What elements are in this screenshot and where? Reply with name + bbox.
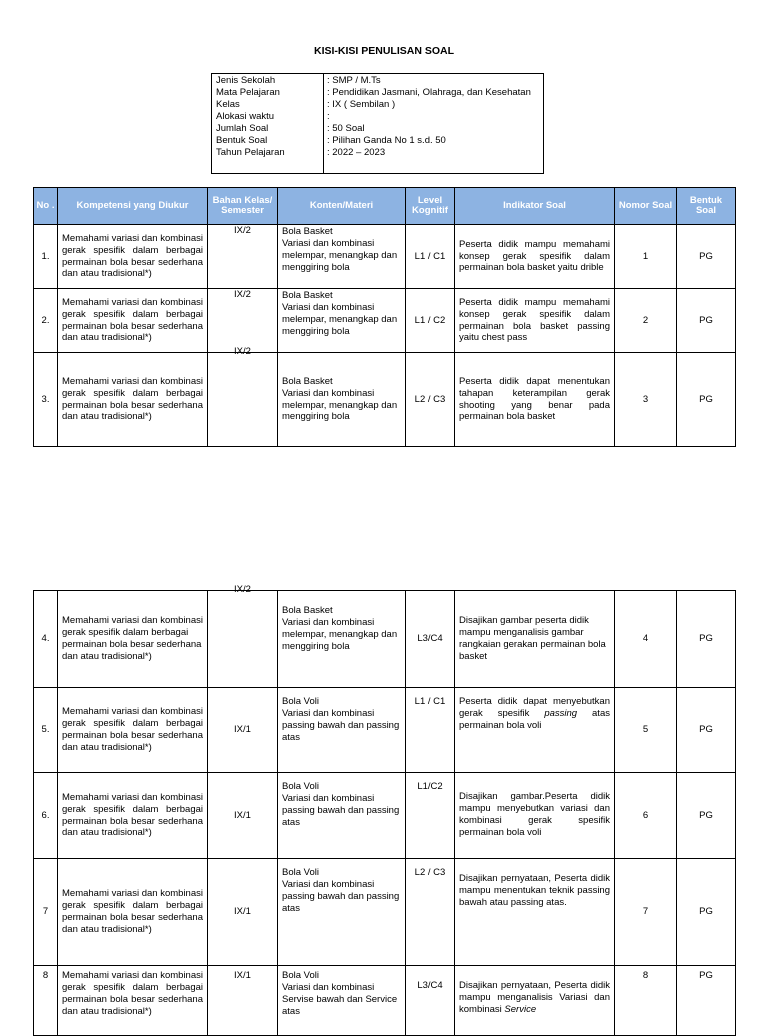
cell-no: 4. — [34, 591, 58, 688]
cell-nomor: 2 — [615, 289, 677, 353]
bahan-text: IX/2 — [234, 584, 251, 595]
kisi-table-page2 — [33, 584, 736, 1036]
cell-konten — [278, 591, 406, 688]
konten-title: Bola Basket — [282, 605, 333, 616]
cell-kompetensi: Memahami variasi dan kombinasi gerak spesifik dalam berbagai permainan bola besar sederhana dan atau tradisional*) — [58, 859, 208, 966]
cell-level: L1 / C1 — [406, 225, 455, 289]
document-title: KISI-KISI PENULISAN SOAL — [313, 45, 454, 57]
cell-kompetensi: Memahami variasi dan kombinasi gerak spesifik dalam berbagai permainan bola besar sederhana dan atau tradisional*) — [58, 773, 208, 859]
indikator-text-end: atas permainan bola voli — [459, 707, 610, 731]
cell-konten — [278, 688, 406, 773]
indikator-emphasis: passing — [544, 707, 578, 719]
konten-detail: Variasi dan kombinasi Servise bawah dan Service atas — [282, 981, 398, 1017]
konten-detail: Variasi dan kombinasi passing bawah dan passing atas — [282, 792, 400, 828]
cell-bentuk: PG — [677, 688, 736, 773]
label-mata-pelajaran: Mata Pelajaran — [216, 87, 280, 98]
value-tahun-pelajaran: : 2022 – 2023 — [327, 146, 386, 158]
konten-detail: Variasi dan kombinasi melempar, menangkap dan menggiring bola — [282, 301, 398, 337]
bahan-text: IX/2 — [234, 346, 251, 357]
indikator-emphasis: Service — [504, 1003, 537, 1015]
cell-no: 3. — [34, 353, 58, 447]
cell-bentuk: PG — [677, 591, 736, 688]
cell-nomor: 3 — [615, 353, 677, 447]
cell-indikator: Peserta didik dapat menentukan tahapan keterampilan gerak shooting yang benar pada permainan bola basket — [455, 353, 615, 447]
konten-detail: Variasi dan kombinasi melempar, menangkap dan menggiring bola — [282, 387, 398, 423]
konten-title: Bola Voli — [282, 970, 319, 981]
cell-indikator — [455, 688, 615, 773]
cell-bentuk: PG — [677, 773, 736, 859]
value-bentuk-soal: : Pilihan Ganda No 1 s.d. 50 — [327, 134, 446, 146]
konten-title: Bola Voli — [282, 696, 319, 707]
table-row — [34, 966, 736, 1036]
konten-title: Bola Voli — [282, 867, 319, 878]
cell-nomor: 4 — [615, 591, 677, 688]
table-row — [34, 773, 736, 859]
cell-kompetensi: Memahami variasi dan kombinasi gerak spesifik dalam berbagai permainan bola besar sederhana dan atau tradisional*) — [58, 688, 208, 773]
konten-detail: Variasi dan kombinasi passing bawah dan passing atas — [282, 707, 400, 743]
cell-level: L2 / C3 — [406, 353, 455, 447]
label-bentuk-soal: Bentuk Soal — [216, 135, 268, 146]
header-nomor: Nomor Soal — [615, 188, 677, 225]
konten-title: Bola Basket — [282, 226, 333, 237]
value-alokasi-waktu: : — [327, 110, 330, 122]
konten-detail: Variasi dan kombinasi melempar, menangkap dan menggiring bola — [282, 616, 398, 652]
info-box — [211, 73, 544, 174]
cell-indikator: Disajikan pernyataan, Peserta didik mampu menentukan teknik passing bawah atau passing atas. — [455, 859, 615, 966]
cell-indikator: Disajikan gambar peserta didik mampu menganalisis gambar rangkaian gerakan permainan bola basket — [455, 591, 615, 688]
cell-kompetensi: Memahami variasi dan kombinasi gerak spesifik dalam berbagai permainan bola besar sederhana dan atau tradisional*) — [58, 225, 208, 289]
cell-no: 7 — [34, 859, 58, 966]
cell-no: 8 — [34, 966, 58, 1036]
header-kompetensi: Kompetensi yang Diukur — [58, 188, 208, 225]
cell-level: L3/C4 — [406, 966, 455, 1036]
cell-indikator: Peserta didik mampu memahami konsep gerak spesifik dalam permainan bola basket yaitu drible — [455, 225, 615, 289]
cell-bahan: IX/2 — [208, 289, 278, 353]
konten-detail: Variasi dan kombinasi passing bawah dan passing atas — [282, 878, 400, 914]
cell-kompetensi: Memahami variasi dan kombinasi gerak spesifik dalam berbagai permainan bola besar sederhana dan atau tradisional*) — [58, 289, 208, 353]
value-jumlah-soal: : 50 Soal — [327, 122, 365, 134]
cell-bahan: IX/1 — [208, 688, 278, 773]
konten-title: Bola Basket — [282, 290, 333, 301]
cell-bentuk: PG — [677, 353, 736, 447]
cell-no: 1. — [34, 225, 58, 289]
cell-nomor: 8 — [615, 966, 677, 1036]
cell-konten — [278, 859, 406, 966]
cell-bentuk: PG — [677, 859, 736, 966]
cell-bahan — [208, 584, 278, 688]
label-jumlah-soal: Jumlah Soal — [216, 123, 269, 134]
cell-bahan: IX/2 — [208, 225, 278, 289]
cell-indikator: Peserta didik mampu memahami konsep gerak spesifik dalam permainan bola basket passing yaitu chest pass — [455, 289, 615, 353]
header-indikator: Indikator Soal — [455, 188, 615, 225]
cell-konten — [278, 353, 406, 447]
cell-kompetensi: Memahami variasi dan kombinasi gerak spesifik dalam berbagai permainan bola besar sederhana dan atau tradisional*) — [58, 353, 208, 447]
cell-level: L1 / C2 — [406, 289, 455, 353]
value-mata-pelajaran: : Pendidikan Jasmani, Olahraga, dan Kesehatan — [327, 87, 531, 98]
table-row — [34, 353, 736, 447]
value-jenis-sekolah: : SMP / M.Ts — [327, 75, 381, 86]
cell-nomor: 5 — [615, 688, 677, 773]
cell-nomor: 1 — [615, 225, 677, 289]
cell-bentuk: PG — [677, 225, 736, 289]
table-row — [34, 591, 736, 688]
value-kelas: : IX ( Sembilan ) — [327, 98, 396, 110]
cell-indikator — [455, 966, 615, 1036]
cell-nomor: 7 — [615, 859, 677, 966]
cell-konten — [278, 289, 406, 353]
table-row — [34, 859, 736, 966]
cell-konten — [278, 966, 406, 1036]
cell-level: L1 / C1 — [406, 688, 455, 773]
label-kelas: Kelas — [216, 99, 240, 110]
info-values — [327, 75, 541, 159]
header-no: No . — [34, 188, 58, 225]
info-labels — [216, 75, 324, 159]
cell-no: 2. — [34, 289, 58, 353]
cell-level: L1/C2 — [406, 773, 455, 859]
label-alokasi-waktu: Alokasi waktu — [216, 111, 275, 122]
cell-bahan — [208, 346, 278, 447]
indikator-text: Peserta didik dapat menyebutkan gerak spesifik — [459, 696, 610, 719]
header-level: Level Kognitif — [406, 188, 455, 225]
header-konten: Konten/Materi — [278, 188, 406, 225]
konten-title: Bola Basket — [282, 375, 333, 387]
cell-no: 5. — [34, 688, 58, 773]
cell-bentuk: PG — [677, 966, 736, 1036]
cell-bahan: IX/1 — [208, 966, 278, 1036]
cell-level: L3/C4 — [406, 591, 455, 688]
cell-bentuk: PG — [677, 289, 736, 353]
table-row — [34, 289, 736, 353]
cell-konten — [278, 225, 406, 289]
cell-nomor: 6 — [615, 773, 677, 859]
table-row — [34, 688, 736, 773]
table-header-row — [34, 188, 736, 225]
header-bahan: Bahan Kelas/ Semester — [208, 188, 278, 225]
cell-level: L2 / C3 — [406, 859, 455, 966]
label-jenis-sekolah: Jenis Sekolah — [216, 75, 276, 86]
cell-bahan: IX/1 — [208, 773, 278, 859]
cell-indikator: Disajikan gambar.Peserta didik mampu menyebutkan variasi dan kombinasi gerak spesifik permainan bola voli — [455, 773, 615, 859]
cell-kompetensi: Memahami variasi dan kombinasi gerak spesifik dalam berbagai permainan bola besar sederhana dan atau tradisional*) — [58, 966, 208, 1036]
cell-no: 6. — [34, 773, 58, 859]
indikator-text: Disajikan pernyataan, Peserta didik mampu menganalisis Variasi dan kombinasi — [459, 980, 610, 1015]
header-bentuk: Bentuk Soal — [677, 188, 736, 225]
cell-kompetensi: Memahami variasi dan kombinasi gerak spesifik dalam berbagai permainan bola besar sederhana dan atau tradisional*) — [58, 591, 208, 688]
cell-bahan: IX/1 — [208, 859, 278, 966]
table-row — [34, 225, 736, 289]
konten-title: Bola Voli — [282, 781, 319, 792]
cell-konten — [278, 773, 406, 859]
konten-detail: Variasi dan kombinasi melempar, menangkap dan menggiring bola — [282, 237, 398, 273]
kisi-table-page1 — [33, 187, 736, 447]
label-tahun-pelajaran: Tahun Pelajaran — [216, 147, 285, 158]
